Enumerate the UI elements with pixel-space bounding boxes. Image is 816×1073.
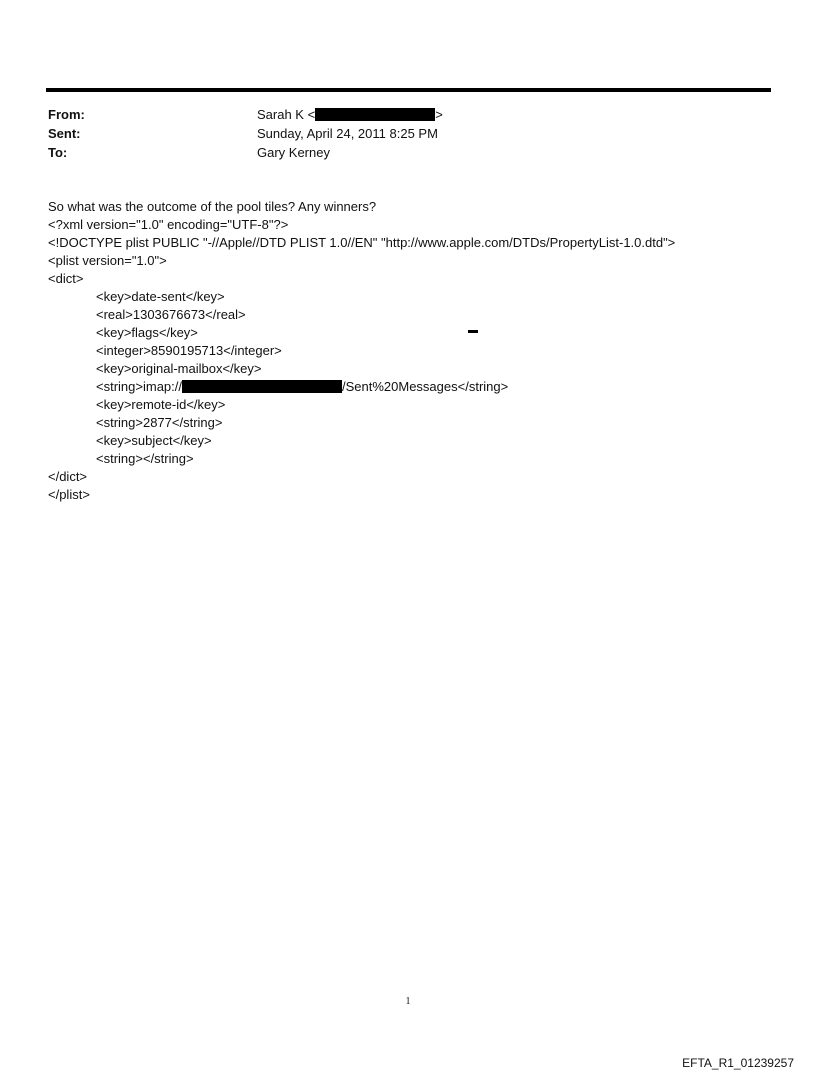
- sent-value: Sunday, April 24, 2011 8:25 PM: [257, 126, 438, 141]
- imap-suffix: /Sent%20Messages</string>: [342, 379, 509, 394]
- sent-label: Sent:: [48, 126, 81, 141]
- from-label: From:: [48, 107, 85, 122]
- stray-mark: [468, 330, 478, 333]
- from-value: [257, 107, 443, 122]
- xml-line: <!DOCTYPE plist PUBLIC "-//Apple//DTD PLIST 1.0//EN" "http://www.apple.com/DTDs/PropertyList-1.0.dtd">: [48, 235, 676, 250]
- from-name: Sarah K <: [257, 107, 316, 122]
- xml-line: </plist>: [48, 487, 90, 502]
- header-rule: [46, 88, 771, 92]
- xml-line-imap: [96, 379, 508, 394]
- xml-line: </dict>: [48, 469, 88, 484]
- xml-line: <key>remote-id</key>: [96, 397, 226, 412]
- to-label: To:: [48, 145, 68, 160]
- from-suffix: >: [435, 107, 443, 122]
- message-text: So what was the outcome of the pool tiles? Any winners?: [48, 199, 377, 214]
- xml-line: <key>subject</key>: [96, 433, 212, 448]
- bates-number: EFTA_R1_01239257: [682, 1056, 794, 1070]
- xml-line: <dict>: [48, 271, 84, 286]
- imap-prefix: <string>imap://: [96, 379, 182, 394]
- xml-line: <key>date-sent</key>: [96, 289, 225, 304]
- to-value: Gary Kerney: [257, 145, 330, 160]
- xml-line: <plist version="1.0">: [48, 253, 167, 268]
- xml-line: <string>2877</string>: [96, 415, 223, 430]
- redaction-box: [315, 108, 435, 121]
- redaction-box: [182, 380, 342, 393]
- xml-line: <key>flags</key>: [96, 325, 198, 340]
- xml-line: <real>1303676673</real>: [96, 307, 246, 322]
- xml-line: <?xml version="1.0" encoding="UTF-8"?>: [48, 217, 289, 232]
- xml-line: <integer>8590195713</integer>: [96, 343, 282, 358]
- page-number: 1: [405, 996, 411, 1007]
- xml-line: <key>original-mailbox</key>: [96, 361, 262, 376]
- xml-line: <string></string>: [96, 451, 194, 466]
